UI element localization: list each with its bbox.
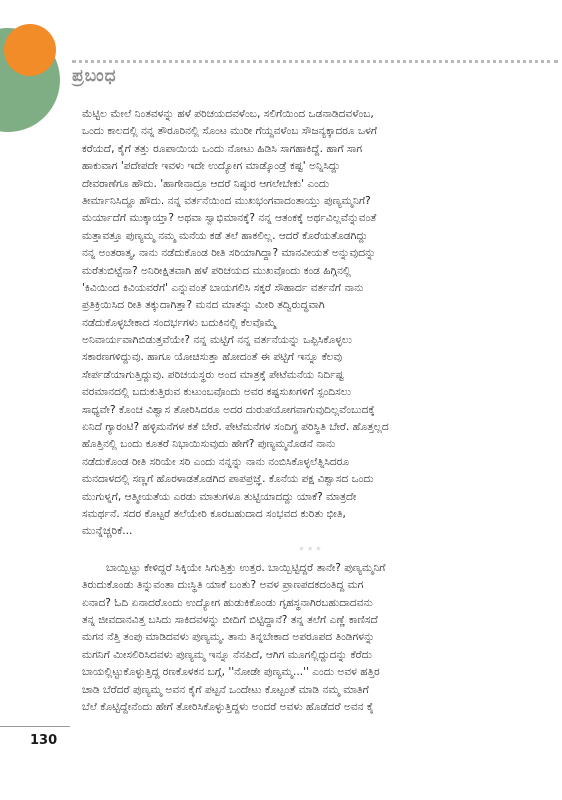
text-line: ಒಂದು ಕಾಲದಲ್ಲಿ ನನ್ನ ತೌರೂರಿನಲ್ಲಿ ಸೊಂಟ ಮುರೀ ಗೆಯ್ದವಳೆಂಬ ಸೌಜನ್ಯಕ್ಕಾದರೂ ಒಳಗೆ (82, 125, 378, 138)
text-line: ಅನಿವಾರ್ಯವಾಗಿಬಿಡುತ್ತವೆಯೇ? ನನ್ನ ಮಟ್ಟಿಗೆ ನನ್ನ ವರ್ತನೆಯನ್ನು ಒಪ್ಪಿಸಿಕೊಳ್ಳಲು (82, 334, 353, 347)
text-line: ಹೊತ್ತಿನಲ್ಲಿ ಬಂದು ಕೂತರೆ ನಿಭಾಯಿಸುವುದು ಹೇಗೆ? ಪುಣ್ಯಮ್ಮನೊಡನೆ ನಾನು (82, 438, 336, 451)
text-line: ಸಾಧ್ಯವೇ? ಕೊಂಚ ವಿಶ್ವಾಸ ತೋರಿಸಿದರೂ ಅದರ ದುರುಪಯೋಗವಾಗುವುದಿಲ್ಲವೆಂಬುದಕ್ಕೆ (82, 403, 375, 416)
text-line: ಬೆಲೆ ಕೊಟ್ಟಿದ್ದೇನೆಂದು ಹೇಗೆ ತೋರಿಸಿಕೊಳ್ಳುತ್ತಿದ್ದಳು ಅಂದರೆ ಅವಳು ಹೊಡೆದರೆ ಅವನ ಕೈ (82, 700, 374, 713)
text-line: ನನ್ನ ಅಂತರಾತ್ಮ, ನಾನು ನಡೆದುಕೊಂಡ ರೀತಿ ಸರಿಯಾಗಿದ್ದಾ? ಮಾನವೀಯತೆ ಅನ್ನುವುದನ್ನು (82, 247, 376, 260)
text-line: ಮನದಾಳದಲ್ಲಿ ಸಣ್ಣಗೆ ಹೊರಳಾಡತೊಡಗಿದ ಪಾಪಪ್ರಜ್ಞೆ. ಕೊನೆಯ ಪಕ್ಷ ವಿಶ್ವಾಸದ ಒಂದು (82, 473, 374, 486)
text-line: ಮುಗುಳ್ನಗೆ, ಆತ್ಮೀಯತೆಯ ಎರಡು ಮಾತುಗಳೂ ತುಟ್ಟಿಯಾದದ್ದು ಯಾಕೆ? ಮಾತ್ರದೇ (82, 490, 357, 503)
page-number-rule (0, 726, 70, 727)
paragraph-1 (82, 106, 542, 541)
text-line: ವರಮಾನದಲ್ಲಿ ಬದುಕುತ್ತಿರುವ ಕುಟುಂಬವೊಂದು ಅವರ ಕಷ್ಟಸುಖಗಳಿಗೆ ಸ್ಪಂದಿಸಲು (82, 386, 351, 399)
article-body (82, 106, 542, 716)
text-line: ಮುನ್ನೆಚ್ಚರಿಕೆ... (82, 525, 133, 538)
text-line: ಮಗನಿಗೆ ಮೀಸಲಿರಿಸಿದವಳು ಪುಣ್ಯಮ್ಮ ಇನ್ನೂ ನೆನಪಿದೆ, ಆಗಿಗ ಮೂಗಲ್ಲಿದ್ದುದನ್ನು ಕೆರೆದು (82, 648, 372, 661)
text-line: ಮರ್ಯಾದೆಗೆ ಮುಕ್ಕಾಯ್ತಾ? ಅಥವಾ ಸ್ವಾಭಿಮಾನಕ್ಕೆ? ನನ್ನ ಆತಂಕಕ್ಕೆ ಅರ್ಥವಿಲ್ಲವೆನ್ನುವಂತೆ (82, 212, 377, 225)
text-line: ಬಾಯ್ಬಿಟ್ಟು ಕೇಳಿದ್ದರೆ ಸಿಕ್ಕಿಯೇ ಸಿಗುತ್ತಿತ್ತು ಉತ್ತರ. ಬಾಯ್ಬಿಟ್ಟಿದ್ದರೆ ತಾನೇ? ಪುಣ್ಯಮ್ಮನಿಗೆ (106, 561, 386, 574)
text-line: ಸಮರ್ಥನೆ. ಸದರ ಕೊಟ್ಟರೆ ತಲೆಯೇರಿ ಕೂರಬಹುದಾದ ಸಂಭವದ ಕುರಿತು ಭೀತಿ, (82, 507, 346, 520)
text-line: ಏನಾದ? ಓದಿ ಏನಾದರೊಂದು ಉದ್ಯೋಗ ಹುಡುಕಿಕೊಂಡು ಗೃಹಸ್ಥನಾಗಿರಬಹುದಾದವನು (82, 596, 373, 609)
page-number: 130 (30, 733, 58, 748)
text-line: ದೇವರಾಣೆಗೂ ಹೌದು. 'ಹಾಗೇನಾದ್ರೂ ಆದರೆ ನಿಷ್ಠುರ ಆಗಲೇಬೇಕು' ಎಂದು (82, 177, 330, 190)
text-line: ಚಾಡಿ ಬೆರೆದರೆ ಪುಣ್ಯಮ್ಮ ಅವನ ಕೈಗೆ ಪಟ್ಟನೆ ಒಂದೇಟು ಕೊಟ್ಟಂತೆ ಮಾಡಿ ನಮ್ಮ ಮಾತಿಗೆ (82, 683, 369, 696)
text-line: ಸಕಾರಣಗಳಿದ್ದುವು. ಹಾಗೂ ಯೋಚಿಸುತ್ತಾ ಹೋದಂತೆ ಈ ಪಟ್ಟಿಗೆ ಇನ್ನೂ ಕೆಲವು (82, 351, 343, 364)
text-line: ತಿರುದುಕೊಂಡು ತಿನ್ನುವಂತಾ ದುಃಸ್ಥಿತಿ ಯಾಕೆ ಬಂತು? ಅವಳ ಪ್ರಾಣಪದಕದಂತಿದ್ದ ಮಗ (82, 579, 364, 592)
section-separator: *** (299, 545, 325, 556)
text-line: ಮರೆತುಬಿಟ್ಟೆನಾ? ಅನಿರೀಕ್ಷಿತವಾಗಿ ಹಳೆ ಪರಿಚಯದ ಮುಖವೊಂದು ಕಂಡ ಹಿಗ್ಗಿನಲ್ಲಿ (82, 264, 351, 277)
text-line: ಹಾಕುವಾಗ 'ಪದೇಪದೇ ಇವಳು ಇದೇ ಉದ್ಯೋಗ ಮಾಡ್ಕೊಂಡ್ರೆ ಕಷ್ಟ' ಅನ್ನಿಸಿದ್ದು (82, 160, 341, 173)
paragraph-2 (82, 560, 542, 717)
text-line: ಬಾಯಲ್ಲಿಟ್ಟುಕೊಳ್ಳುತ್ತಿದ್ದ ರಣಕೊಳಕನ ಬಗ್ಗೆ, ''ನೋಡೇ ಪುಣ್ಯಮ್ಮ...'' ಎಂದು ಅವಳ ಹತ್ತಿರ (82, 666, 380, 679)
header-dotted-rule (72, 60, 558, 63)
text-line: ಸೇರ್ಪಡೆಯಾಗುತ್ತಿದ್ದುವು. ಪರಿಚಯಸ್ಥರು ಅಂದ ಮಾತ್ರಕ್ಕೆ ಪೇಟೆಮನೆಯ ನಿರ್ದಿಷ್ಟ (82, 368, 344, 381)
text-line: ನಡೆದುಕೊಳ್ಳಬೇಕಾದ ಸಂದರ್ಭಗಳು ಬದುಕಿನಲ್ಲಿ ಕೆಲವೊಮ್ಮೆ (82, 316, 277, 329)
text-line: ಕರೆಯದೆ, ಕೈಗೆ ತತ್ತು ರೂಪಾಯಿಯ ಒಂದು ನೋಟು ಹಿಡಿಸಿ ಸಾಗಹಾಕಿದ್ದೆ. ಹಾಗೆ ಸಾಗ (82, 142, 363, 155)
text-line: ಮೆಟ್ಟಿಲ ಮೇಲೆ ನಿಂತವಳನ್ನು ಹಳೆ ಪರಿಚಯದವಳೆಂಬ, ಸಲಿಗೆಯಿಂದ ಒಡನಾಡಿದವಳೆಂಬ, (82, 108, 374, 120)
text-line: ತನ್ನ ಜೀವದಾನವಿತ್ತ ಬಸಿದು ಸಾಕಿದವಳನ್ನು ಬೀದಿಗೆ ಬಿಟ್ಟಿದ್ದಾನೆ? ತನ್ನ ತಲೆಗೆ ಎಣ್ಣೆ ಕಾಣಿಸದೆ (82, 613, 378, 626)
text-line: ಏನಿದೆ ಗ್ಯಾರಂಟಿ? ಹಳ್ಳಿಮನೆಗಳ ಕತೆ ಬೇರೆ. ಪೇಟೆಮನೆಗಳ ಸಂದಿಗ್ಧ ಪರಿಸ್ಥಿತಿ ಬೇರೆ. ಹೊತ್ತಲ್ಲದ (82, 421, 389, 434)
text-line: ಮಗನ ನೆತ್ತಿ ತಂಪು ಮಾಡಿದವಳು ಪುಣ್ಯಮ್ಮ. ತಾನು ತಿನ್ನಬೇಕಾದ ಅಪರೂಪದ ತಿಂಡಿಗಳನ್ನು (82, 631, 375, 644)
text-line: 'ಕಿವಿಯಿಂದ ಕಿವಿಯವರೆಗೆ' ಎನ್ನುವಂತೆ ಬಾಯಗಲಿಸಿ ಸಕ್ಕರೆ ಸೌಹಾರ್ದ ವರ್ತನೆಗೆ ನಾನು (82, 281, 364, 294)
decorative-orange-circle (4, 24, 56, 76)
text-line: ತೀರ್ಮಾನಿಸಿದ್ದೂ ಹೌದು. ನನ್ನ ವರ್ತನೆಯಿಂದ ಮುಖಭಂಗವಾದಂತಾಯ್ತು ಪುಣ್ಯಮ್ಮನಿಗೆ? (82, 194, 371, 207)
text-line: ಪ್ರತಿಕ್ರಿಯಿಸಿದ ರೀತಿ ತಕ್ಕುದಾಗಿತ್ತಾ? ಮನದ ಮಾತನ್ನು ಮೀರಿ ತದ್ವಿರುದ್ಧವಾಗಿ (82, 299, 325, 312)
text-line: ಮತ್ತಾವತ್ತೂ ಪುಣ್ಯಮ್ಮ ನಮ್ಮ ಮನೆಯ ಕಡೆ ತಲೆ ಹಾಕಲಿಲ್ಲ. ಆದರೆ ಕೊರೆಯತೊಡಗಿದ್ದು (82, 229, 368, 242)
section-title: ಪ್ರಬಂಧ (72, 66, 117, 86)
text-line: ನಡೆದುಕೊಂಡ ರೀತಿ ಸರಿಯೇ ಸರಿ ಎಂದು ನನ್ನನ್ನು ನಾನು ನಂಬಿಸಿಕೊಳ್ಳಲೆತ್ನಿಸಿದರೂ (82, 455, 350, 468)
